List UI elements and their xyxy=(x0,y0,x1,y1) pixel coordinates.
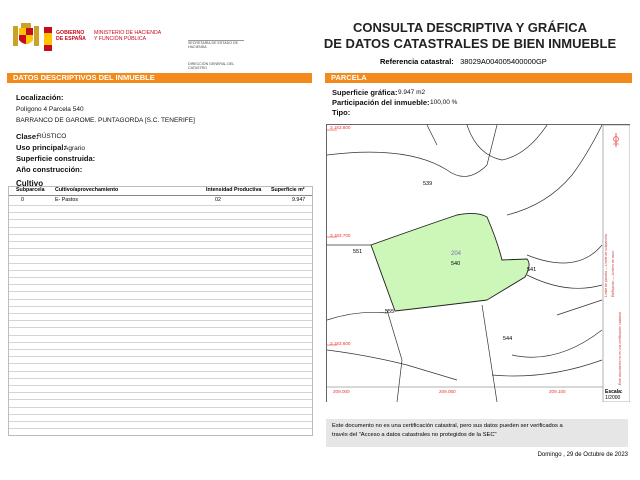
legend-text-1: Límite de parcela — Límite de subparcela xyxy=(604,234,608,297)
spain-flag-icon xyxy=(44,27,52,51)
uso-value: Agrario xyxy=(64,145,85,152)
table-row xyxy=(9,241,312,242)
parcel-highlight-id: 204 xyxy=(451,251,462,257)
cell-cultivo: E- Pastos xyxy=(55,197,78,203)
localizacion-line-1: Polígono 4 Parcela 540 xyxy=(16,106,84,113)
table-row xyxy=(9,227,312,228)
table-row xyxy=(9,349,312,350)
parcel-label-544: 544 xyxy=(503,336,513,342)
table-row xyxy=(9,371,312,372)
th-intensidad: Intensidad Productiva xyxy=(206,187,262,193)
parcel-label-539: 539 xyxy=(423,181,433,187)
direccion-label: DIRECCIÓN GENERAL DEL CATASTRO xyxy=(188,62,235,71)
section-head-strong: INMUEBLE xyxy=(115,73,155,82)
table-row xyxy=(9,399,312,400)
reference-row xyxy=(380,57,547,66)
table-row xyxy=(9,205,312,206)
table-row xyxy=(9,299,312,300)
table-row xyxy=(9,407,312,408)
legend-text-2: Edificación — Lindero de muro xyxy=(611,250,615,297)
coord-label-n2: 3.183.700 xyxy=(330,233,351,238)
table-row xyxy=(9,234,312,235)
coord-label-n1: 3.183.800 xyxy=(330,125,351,130)
table-row xyxy=(9,392,312,393)
anio-label: Año construcción: xyxy=(16,165,83,174)
table-row xyxy=(9,385,312,386)
table-row xyxy=(9,414,312,415)
table-row xyxy=(9,255,312,256)
notice-box xyxy=(326,419,628,447)
parcel-label-540: 540 xyxy=(451,261,461,267)
table-row xyxy=(9,291,312,292)
participacion-value: 100,00 % xyxy=(430,99,458,106)
ministry-label: MINISTERIO DE HACIENDA Y FUNCIÓN PÚBLICA xyxy=(94,30,161,42)
table-header-divider xyxy=(9,195,312,196)
header-logo xyxy=(10,18,238,71)
coat-of-arms-icon xyxy=(10,22,42,52)
ref-value: 38029A004005400000GP xyxy=(460,57,547,66)
uso-label: Uso principal: xyxy=(16,143,67,152)
cultivo-table xyxy=(8,186,313,436)
table-row xyxy=(9,356,312,357)
table-row xyxy=(9,421,312,422)
table-row xyxy=(9,342,312,343)
parcel-map xyxy=(326,124,630,402)
localizacion-label: Localización: xyxy=(16,93,64,102)
legend-text-3: Este documento no es una certificación catastral xyxy=(618,312,622,385)
section-head-prefix: DATOS DESCRIPTIVOS DEL xyxy=(13,73,116,82)
th-cultivo: Cultivo/aprovechamiento xyxy=(55,187,119,193)
table-row xyxy=(9,428,312,429)
table-row xyxy=(9,378,312,379)
table-row xyxy=(9,212,312,213)
tipo-label: Tipo: xyxy=(332,108,351,117)
table-row xyxy=(9,219,312,220)
clase-label: Clase: xyxy=(16,132,39,141)
table-row xyxy=(9,327,312,328)
coord-label-n3: 3.183.600 xyxy=(330,341,351,346)
sup-grafica-label: Superficie gráfica: xyxy=(332,88,398,97)
parcel-label-555: 555 xyxy=(385,309,395,315)
section-head-parcela: PARCELA xyxy=(325,73,632,83)
table-row xyxy=(9,284,312,285)
title-line-1: CONSULTA DESCRIPTIVA Y GRÁFICA xyxy=(352,20,587,35)
localizacion-line-2: BARRANCO DE GAROME. PUNTAGORDA [S.C. TENERIFE] xyxy=(16,117,195,124)
cell-subparcela: 0 xyxy=(21,197,24,203)
table-row xyxy=(9,306,312,307)
table-row xyxy=(9,313,312,314)
parcel-label-541: 541 xyxy=(527,267,537,273)
document-date: Domingo , 29 de Octubre de 2023 xyxy=(537,452,628,458)
sup-grafica-value: 9.947 m2 xyxy=(398,89,426,96)
table-row xyxy=(9,248,312,249)
cultivo-title: Cultivo xyxy=(16,179,44,188)
scale-label: Escala: xyxy=(605,389,623,395)
coord-label-e3: 209.100 xyxy=(549,389,566,394)
notice-line-1: Este documento no es una certificación catastral, pero sus datos pueden ser verificados a xyxy=(332,423,563,429)
parcel-label-551: 551 xyxy=(353,249,363,255)
table-row xyxy=(9,335,312,336)
coord-label-e2: 209.050 xyxy=(439,389,456,394)
sup-construida-label: Superficie construida: xyxy=(16,154,96,163)
secretaria-label: SECRETARÍA DE ESTADO DE HACIENDA xyxy=(188,40,244,50)
table-row xyxy=(9,320,312,321)
cell-superficie: 9.947 xyxy=(292,197,306,203)
th-subparcela: Subparcela xyxy=(16,187,45,193)
title-line-2: DE DATOS CATASTRALES DE BIEN INMUEBLE xyxy=(323,36,617,51)
document-title xyxy=(300,20,640,52)
table-row xyxy=(9,263,312,264)
gov-label: GOBIERNO DE ESPAÑA xyxy=(56,30,86,42)
cell-intensidad: 02 xyxy=(215,197,221,203)
scale-value: 1/2000 xyxy=(605,395,621,401)
coord-label-e1: 209.000 xyxy=(333,389,350,394)
table-row xyxy=(9,277,312,278)
notice-line-2: través del "Acceso a datos catastrales no protegidos de la SEC" xyxy=(332,432,497,438)
table-row xyxy=(9,270,312,271)
participacion-label: Participación del inmueble: xyxy=(332,98,430,107)
clase-value: RÚSTICO xyxy=(37,133,67,140)
th-superficie: Superficie m² xyxy=(271,187,305,193)
ref-label: Referencia catastral: xyxy=(380,57,454,66)
map-drawing xyxy=(327,125,630,402)
table-row xyxy=(9,363,312,364)
section-head-datos xyxy=(7,73,312,83)
